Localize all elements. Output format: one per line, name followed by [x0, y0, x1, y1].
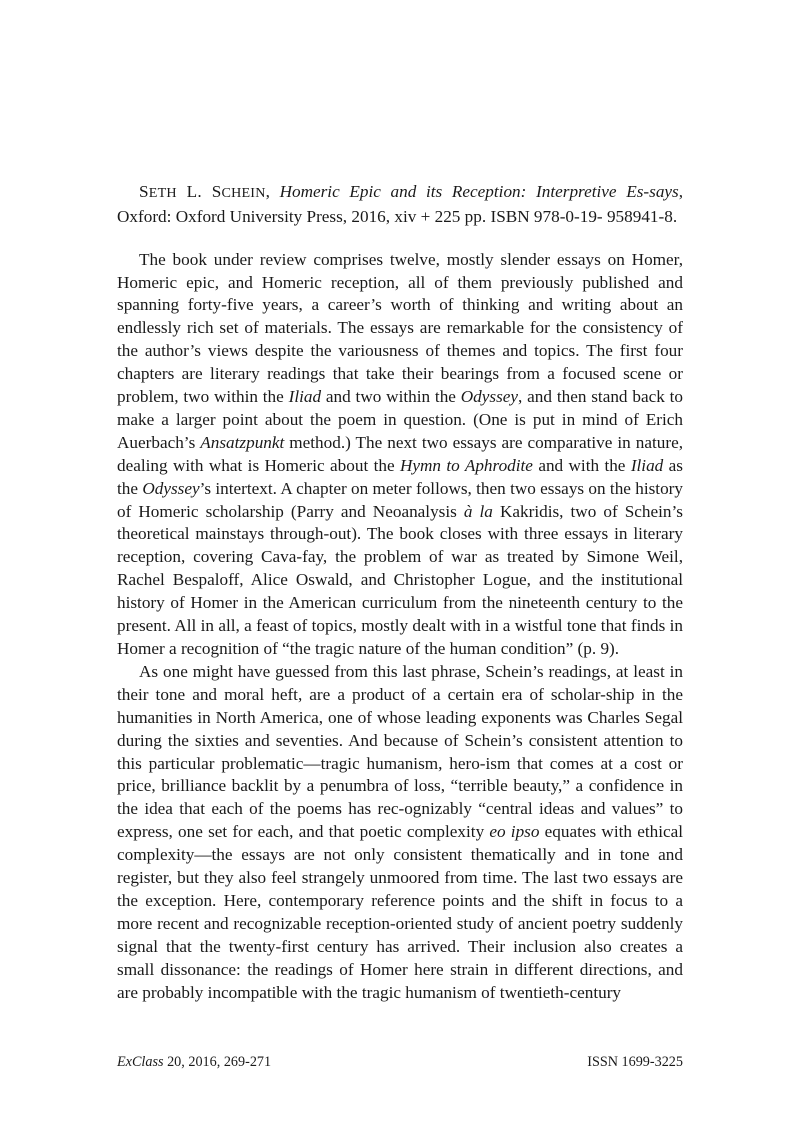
citation-book-title-cont: says [649, 182, 679, 201]
body-paragraph-1: The book under review comprises twelve, mostly slender essays on Homer, Homeric epic, and Homeric reception, all of them previously published and spanning forty-five years, a career’s worth of thinking and writing about an endlessly rich set of materials. The essays are remarkable for the consistency of the author’s views despite the variousness of themes and topics. The first four chapters are literary readings that take their bearings from a focused scene or problem, two within the Iliad and two within the Odyssey, and then stand back to make a larger point about the poem in question. (One is put in mind of Erich Auerbach’s Ansatzpunkt method.) The next two essays are comparative in nature, dealing with what is Homeric about the Hymn to Aphrodite and with the Iliad as the Odyssey’s intertext. A chapter on meter follows, then two essays on the history of Homeric scholarship (Parry and Neoanalysis à la Kakridis, two of Schein’s theoretical mainstays through-out). The book closes with three essays in literary reception, covering Cava-fay, the problem of war as treated by Simone Weil, Rachel Bespaloff, Alice Oswald, and Christopher Logue, and the institutional history of Homer in the American curriculum from the nineteenth century to the present. All in all, a feast of topics, mostly dealt with in a wistful tone that finds in Homer a recognition of “the tragic nature of the human condition” (p. 9). [117, 249, 683, 658]
footer-journal-reference [117, 1054, 271, 1071]
italic-term: à la [463, 501, 493, 521]
author-lastname-initial-cap: S [211, 182, 222, 201]
author-name-smallcaps: ETH [148, 185, 177, 201]
italic-term: Iliad [288, 387, 322, 407]
italic-term: Odyssey [460, 387, 519, 407]
italic-term: Odyssey [142, 478, 200, 498]
italic-term: Ansatzpunkt [200, 432, 285, 452]
italic-term: Hymn to Aphrodite [399, 455, 533, 475]
author-initial-cap: S [139, 182, 149, 201]
body-paragraph-2: As one might have guessed from this last phrase, Schein’s readings, at least in their tone and moral heft, are a product of a certain era of scholar-ship in the humanities in North America, one of whose leading exponents was Charles Segal during the sixties and seventies. And because of Schein’s consistent attention to this particular problematic—tragic humanism, hero-ism that comes at a cost or price, brilliance backlit by a penumbra of loss, “terrible beauty,” a confidence in the idea that each of the poems has rec-ognizably “central ideas and values” to express, one set for each, and that poetic complexity eo ipso equates with ethical complexity—the essays are not only consistent thematically and in tone and register, but they also feel strangely unmoored from time. The last two essays are the exception. Here, contemporary reference points and the shift in focus to a more recent and recognizable reception-oriented study of ancient poetry suddenly signal that the twenty-first century has arrived. Their inclusion also creates a small dissonance: the readings of Homer here strain in different directions, and are probably incompatible with the tragic humanism of twentieth-century [117, 661, 683, 1002]
citation-book-title: Homeric Epic and its Reception: Interpretive Es- [279, 182, 650, 201]
italic-term: Iliad [630, 455, 664, 475]
page-content [117, 180, 683, 1005]
footer-journal-name: ExClass [117, 1054, 164, 1070]
author-lastname-smallcaps: CHEIN [221, 185, 266, 201]
footer-issn: ISSN 1699-3225 [587, 1054, 683, 1070]
citation-author [139, 182, 266, 201]
footer-volume-pages: 20, 2016, 269-271 [163, 1054, 272, 1070]
book-citation-header [117, 180, 683, 229]
author-middle-initial [177, 182, 187, 201]
review-body [117, 249, 683, 1005]
italic-term: eo ipso [489, 822, 540, 842]
page-footer [117, 1054, 683, 1071]
author-middle: L. [186, 182, 202, 201]
citation-comma: , [265, 182, 270, 201]
citation-isbn-tail: 958941-8. [606, 207, 678, 227]
citation-publication-info: , Oxford: Oxford University Press, 2016, xiv + 225 pp. ISBN 978-0-19- [117, 182, 684, 227]
